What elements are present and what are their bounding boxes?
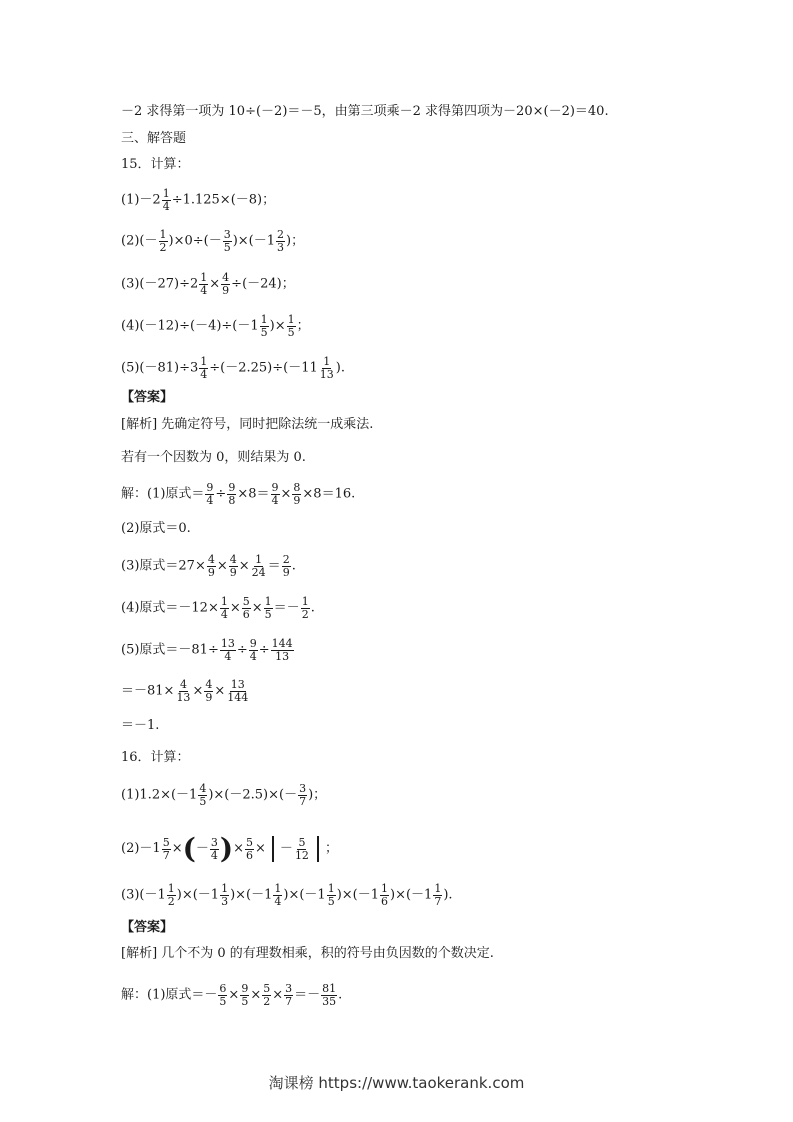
q15-analysis: [解析] 先确定符号，同时把除法统一成乘法. xyxy=(121,417,374,432)
q16-problem-1: (1)1.2×(－1 $\frac{4}{5}$ )×(－2.5)×(－ $\frac{3}{7}$ )； xyxy=(121,782,327,808)
abs-bar-left xyxy=(272,836,274,862)
q15-problem-4: (4)(－12)÷(－4)÷(－1 $\frac{1}{5}$ )× $\frac{1}{5}$ ； xyxy=(121,313,310,339)
big-right-paren: ) xyxy=(219,832,234,865)
intro-line: －2 求得第一项为 10÷(－2)＝－5，由第三项乘－2 求得第四项为－20×(－2)＝40. xyxy=(121,104,609,119)
big-left-paren: ( xyxy=(182,832,196,865)
question-15-title: 15．计算： xyxy=(121,157,190,172)
q16-answer-heading: 【答案】 xyxy=(121,920,174,935)
q15-problem-1: (1)－2 $\frac{1}{4}$ ÷1.125×(－8)； xyxy=(121,187,276,213)
question-16-title: 16．计算： xyxy=(121,750,190,765)
q15-solution-5-step-2: ＝－81× $\frac{4}{13}$ × $\frac{4}{9}$ × $\frac{13}{144}$ xyxy=(121,678,249,704)
abs-bar-right xyxy=(317,836,319,862)
q15-solution-2: (2)原式＝0. xyxy=(121,521,191,536)
q15-solution-1: 解：(1)原式＝ $\frac{9}{4}$ ÷ $\frac{9}{8}$ ×8＝ $\frac{9}{4}$ × $\frac{8}{9}$ ×8＝16. xyxy=(121,481,356,507)
q15-answer-heading: 【答案】 xyxy=(121,390,174,405)
q15-solution-5: (5)原式＝－81÷ $\frac{13}{4}$ ÷ $\frac{9}{4}$ ÷ $\frac{144}{13}$ xyxy=(121,637,293,663)
q16-solution-1: 解：(1)原式＝－ $\frac{6}{5}$ × $\frac{9}{5}$ × $\frac{5}{2}$ × $\frac{3}{7}$ ＝－ $\frac{81}{35}$ . xyxy=(121,982,343,1008)
section-heading: 三、解答题 xyxy=(121,131,187,146)
q16-problem-2: (2)－1 $\frac{5}{7}$ ×(－ $\frac{3}{4}$ )× $\frac{5}{6}$ × － $\frac{5}{12}$ ； xyxy=(121,832,338,865)
q15-problem-3: (3)(－27)÷2 $\frac{1}{4}$ × $\frac{4}{9}$ ÷(－24)； xyxy=(121,271,295,297)
q15-problem-2: (2)(－ $\frac{1}{2}$ )×0÷(－ $\frac{3}{5}$ )×(－1 $\frac{2}{3}$ )； xyxy=(121,228,305,254)
q15-solution-4: (4)原式＝－12× $\frac{1}{4}$ × $\frac{5}{6}$ × $\frac{1}{5}$ ＝－ $\frac{1}{2}$ . xyxy=(121,595,315,621)
q16-analysis: [解析] 几个不为 0 的有理数相乘，积的符号由负因数的个数决定. xyxy=(121,946,494,961)
q15-problem-5: (5)(－81)÷3 $\frac{1}{4}$ ÷(－2.25)÷(－11 $\frac{1}{13}$ ). xyxy=(121,355,345,381)
footer-watermark: 淘课榜 https://www.taokerank.com xyxy=(268,1074,525,1092)
q15-note: 若有一个因数为 0，则结果为 0. xyxy=(121,450,306,465)
q16-problem-3: (3)(－1 $\frac{1}{2}$ )×(－1 $\frac{1}{3}$ )×(－1 $\frac{1}{4}$ )×(－1 $\frac{1}{5}$ )×(－1 $\frac{1}{6}$ )×(－1 $\frac{1}{7}$ ). xyxy=(121,882,453,908)
q15-solution-5-result: ＝－1. xyxy=(121,718,160,733)
q15-solution-3: (3)原式＝27× $\frac{4}{9}$ × $\frac{4}{9}$ × $\frac{1}{24}$ ＝ $\frac{2}{9}$ . xyxy=(121,553,296,579)
